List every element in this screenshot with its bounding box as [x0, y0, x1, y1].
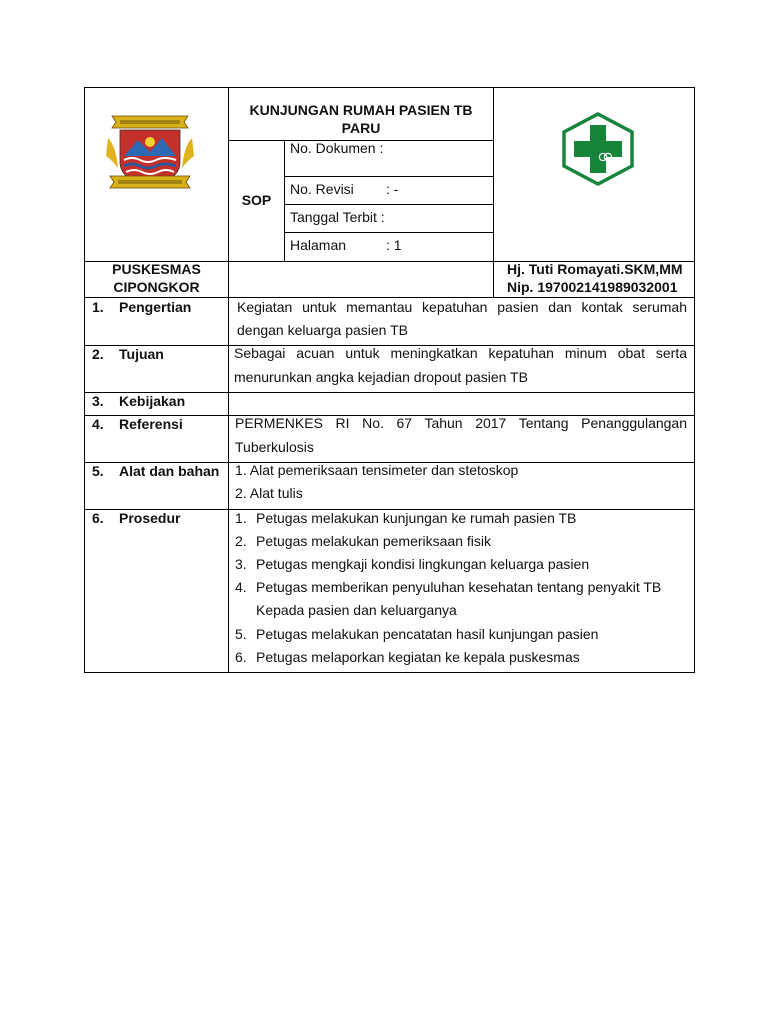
halaman-label: Halaman	[290, 237, 347, 253]
title-line-2: PARU	[341, 120, 381, 136]
step-number: 1.	[235, 510, 247, 526]
row-text-line: Tuberkulosis	[235, 439, 314, 455]
sop-label: SOP	[241, 192, 272, 208]
step-text: Petugas memberikan penyuluhan kesehatan tentang penyakit TB	[256, 579, 662, 595]
row-label: Referensi	[119, 416, 183, 432]
row-number: 3.	[92, 393, 104, 409]
row-text-line: menurunkan angka kejadian dropout pasien TB	[234, 369, 528, 385]
row-text-line: PERMENKES RI No. 67 Tahun 2017 Tentang Penanggulangan	[235, 415, 687, 431]
org-line-1: PUSKESMAS	[112, 261, 201, 277]
step-number: 2.	[235, 533, 247, 549]
signer-nip: Nip. 197002141989032001	[507, 279, 678, 295]
row-label: Tujuan	[119, 346, 164, 362]
step-number: 6.	[235, 649, 247, 665]
row-number: 2.	[92, 346, 104, 362]
no-dokumen: No. Dokumen :	[290, 140, 384, 156]
no-revisi-label: No. Revisi	[290, 181, 354, 197]
row-text-line: Sebagai acuan untuk meningkatkan kepatuhan minum obat serta	[234, 345, 687, 361]
signer-name: Hj. Tuti Romayati.SKM,MM	[507, 261, 683, 277]
row-text-line: dengan keluarga pasien TB	[237, 322, 408, 338]
step-text: Petugas mengkaji kondisi lingkungan keluarga pasien	[256, 556, 590, 572]
step-text: Petugas melakukan pemeriksaan fisik	[256, 533, 492, 549]
step-text: Petugas melaporkan kegiatan ke kepala puskesmas	[256, 649, 580, 665]
row-label: Alat dan bahan	[119, 463, 220, 479]
step-text: Petugas melakukan pencatatan hasil kunjungan pasien	[256, 626, 599, 642]
row-text-line: Kegiatan untuk memantau kepatuhan pasien dan kontak serumah	[237, 299, 687, 315]
row-label: Kebijakan	[119, 393, 186, 409]
step-number: 3.	[235, 556, 247, 572]
tanggal-terbit: Tanggal Terbit :	[290, 209, 385, 225]
row-text-line: 1. Alat pemeriksaan tensimeter dan stetoskop	[235, 462, 519, 478]
halaman-value: : 1	[386, 237, 402, 253]
no-revisi-value: : -	[386, 181, 399, 197]
row-number: 1.	[92, 299, 104, 315]
step-text: Kepada pasien dan keluarganya	[256, 602, 457, 618]
puskesmas-logo	[559, 111, 637, 187]
row-number: 4.	[92, 416, 104, 432]
row-label: Pengertian	[119, 299, 192, 315]
puskesmas-name	[85, 260, 228, 296]
regency-logo	[104, 112, 196, 198]
step-number: 5.	[235, 626, 247, 642]
row-text-line: 2. Alat tulis	[235, 485, 303, 501]
signer	[507, 260, 683, 296]
title-line-1: KUNJUNGAN RUMAH PASIEN TB	[249, 102, 473, 118]
document-title	[229, 101, 493, 137]
org-line-2: CIPONGKOR	[113, 279, 200, 295]
row-label: Prosedur	[119, 510, 181, 526]
step-text: Petugas melakukan kunjungan ke rumah pasien TB	[256, 510, 577, 526]
row-number: 6.	[92, 510, 104, 526]
row-number: 5.	[92, 463, 104, 479]
step-number: 4.	[235, 579, 247, 595]
